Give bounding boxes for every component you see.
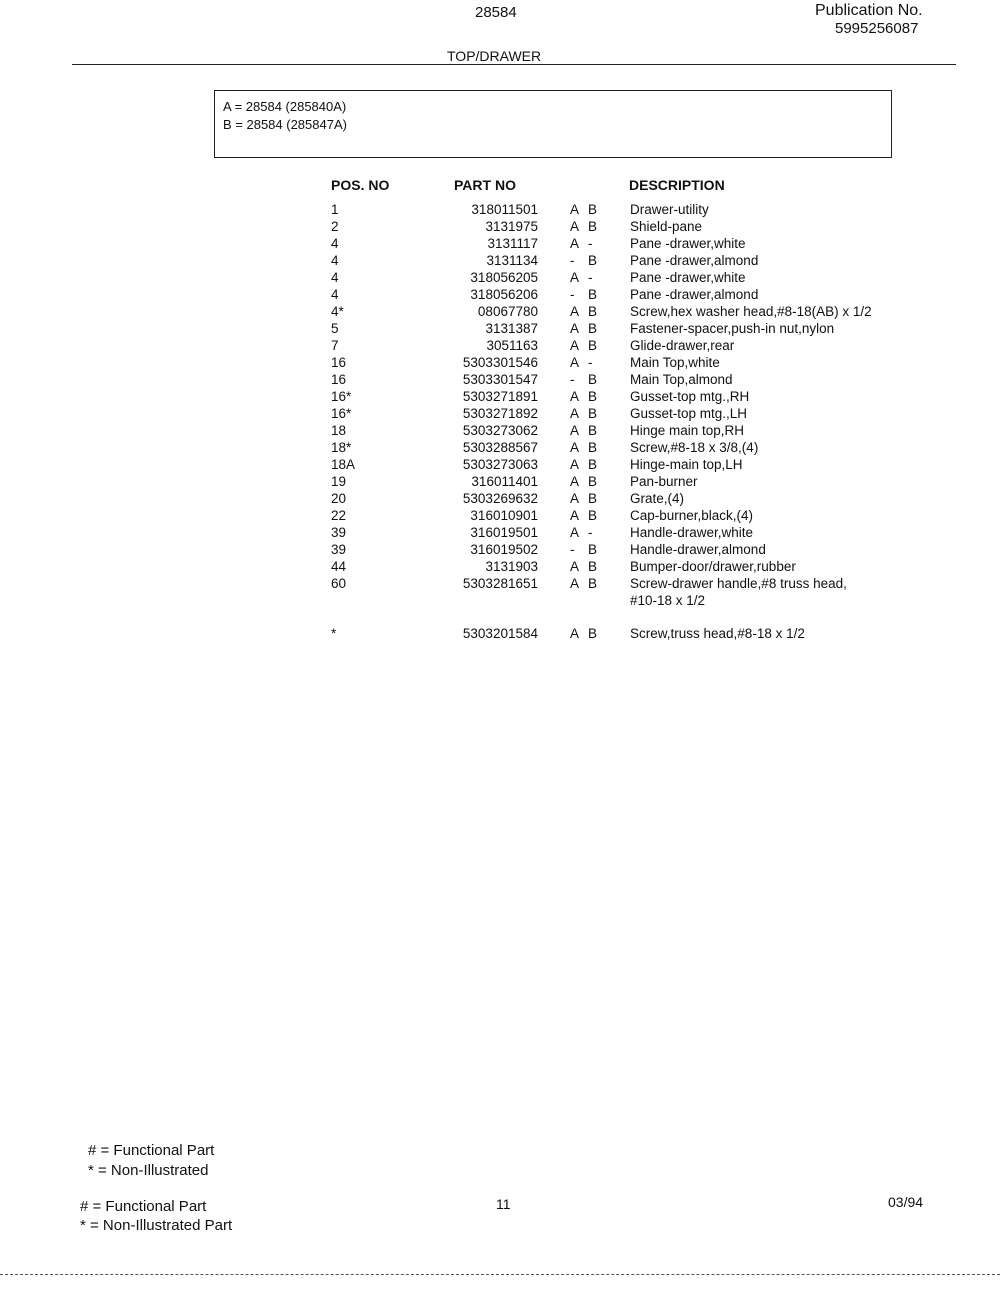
pos-number-cell: 20 [331, 491, 347, 506]
part-number-cell: 5303281651 [462, 576, 538, 591]
pos-number-cell: 7 [331, 338, 339, 353]
table-row [0, 440, 1000, 457]
description-cell: Main Top,white [630, 355, 720, 370]
description-cell: Cap-burner,black,(4) [630, 508, 754, 523]
model-number-header: 28584 [475, 4, 517, 21]
table-row [0, 508, 1000, 525]
table-row [0, 219, 1000, 236]
model-b-cell: B [588, 304, 598, 319]
description-cell: Screw,#8-18 x 3/8,(4) [630, 440, 759, 455]
description-cell: Hinge-main top,LH [630, 457, 743, 472]
publication-label: Publication No. [815, 2, 923, 19]
model-b-cell: B [588, 423, 598, 438]
table-row [0, 321, 1000, 338]
model-a-cell: A [570, 236, 580, 251]
model-a-cell: A [570, 389, 580, 404]
model-a-cell: A [570, 338, 580, 353]
part-number-cell: 3131387 [485, 321, 538, 336]
model-b-cell: - [588, 270, 593, 285]
column-header-pos: POS. NO [331, 177, 390, 193]
part-number-cell: 5303301547 [462, 372, 538, 387]
model-a-cell: A [570, 559, 580, 574]
model-b-cell: B [588, 440, 598, 455]
table-row [0, 304, 1000, 321]
description-cell: Glide-drawer,rear [630, 338, 735, 353]
table-row [0, 236, 1000, 253]
description-cell: Hinge main top,RH [630, 423, 745, 438]
model-a-cell: A [570, 626, 580, 641]
table-row [0, 576, 1000, 608]
model-b-cell: B [588, 219, 598, 234]
part-number-cell: 5303271892 [462, 406, 538, 421]
description-cell: Pane -drawer,almond [630, 253, 759, 268]
model-a-cell: - [570, 542, 575, 557]
pos-number-cell: 60 [331, 576, 347, 591]
pos-number-cell: 4 [331, 253, 339, 268]
table-row [0, 202, 1000, 219]
table-row [0, 474, 1000, 491]
model-a-cell: - [570, 287, 575, 302]
model-a-cell: - [570, 253, 575, 268]
model-b-cell: B [588, 457, 598, 472]
legend-line-a: A = 28584 (285840A) [223, 99, 347, 114]
pos-number-cell: 18 [331, 423, 347, 438]
part-number-cell: 3131975 [485, 219, 538, 234]
column-header-description: DESCRIPTION [629, 177, 725, 193]
pos-number-cell: 39 [331, 525, 347, 540]
model-b-cell: B [588, 626, 598, 641]
part-number-cell: 316019502 [470, 542, 538, 557]
pos-number-cell: 2 [331, 219, 339, 234]
table-row [0, 457, 1000, 474]
model-a-cell: A [570, 304, 580, 319]
model-a-cell: A [570, 576, 580, 591]
description-cell: Screw,truss head,#8-18 x 1/2 [630, 626, 805, 641]
model-a-cell: A [570, 525, 580, 540]
table-row [0, 389, 1000, 406]
model-a-cell: A [570, 202, 580, 217]
part-number-cell: 5303288567 [462, 440, 538, 455]
pos-number-cell: 19 [331, 474, 347, 489]
model-b-cell: B [588, 287, 598, 302]
model-b-cell: B [588, 474, 598, 489]
description-cell: Fastener-spacer,push-in nut,nylon [630, 321, 835, 336]
model-a-cell: - [570, 372, 575, 387]
pos-number-cell: 4 [331, 270, 339, 285]
model-b-cell: - [588, 525, 593, 540]
description-cell: Bumper-door/drawer,rubber [630, 559, 796, 574]
description-cell: Pan-burner [630, 474, 698, 489]
description-cell: Handle-drawer,almond [630, 542, 766, 557]
pos-number-cell: 5 [331, 321, 339, 336]
pos-number-cell: 39 [331, 542, 347, 557]
part-number-cell: 5303201584 [462, 626, 538, 641]
model-a-cell: A [570, 406, 580, 421]
model-a-cell: A [570, 270, 580, 285]
model-a-cell: A [570, 440, 580, 455]
model-legend-box [214, 90, 892, 158]
model-a-cell: A [570, 219, 580, 234]
footer-divider [0, 1274, 1000, 1275]
pos-number-cell: 18A [331, 457, 356, 472]
pos-number-cell: 4* [331, 304, 344, 319]
publication-date: 03/94 [888, 1194, 924, 1210]
pos-number-cell: 4 [331, 287, 339, 302]
table-row [0, 338, 1000, 355]
table-row [0, 253, 1000, 270]
model-b-cell: - [588, 236, 593, 251]
table-row [0, 423, 1000, 440]
pos-number-cell: * [331, 626, 337, 641]
part-number-cell: 5303269632 [462, 491, 538, 506]
description-cell: Gusset-top mtg.,LH [630, 406, 748, 421]
description-cell: Main Top,almond [630, 372, 733, 387]
model-b-cell: B [588, 559, 598, 574]
model-b-cell: - [588, 355, 593, 370]
table-row [0, 626, 1000, 643]
description-cell: Screw,hex washer head,#8-18(AB) x 1/2 [630, 304, 872, 319]
part-number-cell: 08067780 [477, 304, 538, 319]
model-a-cell: A [570, 491, 580, 506]
table-row [0, 491, 1000, 508]
description-cell: Gusset-top mtg.,RH [630, 389, 750, 404]
description-cell: Pane -drawer,almond [630, 287, 759, 302]
part-number-cell: 5303301546 [462, 355, 538, 370]
part-number-cell: 3131903 [485, 559, 538, 574]
footnote-functional: # = Functional Part [88, 1142, 215, 1159]
model-b-cell: B [588, 338, 598, 353]
column-header-part: PART NO [454, 177, 516, 193]
model-a-cell: A [570, 355, 580, 370]
model-a-cell: A [570, 423, 580, 438]
pos-number-cell: 22 [331, 508, 347, 523]
pos-number-cell: 44 [331, 559, 347, 574]
description-continuation-cell: #10-18 x 1/2 [630, 593, 706, 608]
model-b-cell: B [588, 253, 598, 268]
part-number-cell: 5303273063 [462, 457, 538, 472]
table-row [0, 542, 1000, 559]
pos-number-cell: 16 [331, 372, 347, 387]
pos-number-cell: 16* [331, 389, 352, 404]
legend-line-b: B = 28584 (285847A) [223, 117, 347, 132]
description-cell: Drawer-utility [630, 202, 709, 217]
table-row [0, 525, 1000, 542]
footnote-non-illustrated-lower: * = Non-Illustrated Part [80, 1217, 233, 1234]
description-cell: Screw-drawer handle,#8 truss head, [630, 576, 847, 591]
model-b-cell: B [588, 491, 598, 506]
pos-number-cell: 18* [331, 440, 352, 455]
model-b-cell: B [588, 406, 598, 421]
part-number-cell: 316019501 [470, 525, 538, 540]
footnote-non-illustrated: * = Non-Illustrated [88, 1162, 209, 1179]
description-cell: Pane -drawer,white [630, 236, 746, 251]
pos-number-cell: 1 [331, 202, 339, 217]
part-number-cell: 5303273062 [462, 423, 538, 438]
model-a-cell: A [570, 321, 580, 336]
part-number-cell: 318056206 [470, 287, 538, 302]
model-a-cell: A [570, 457, 580, 472]
pos-number-cell: 16 [331, 355, 347, 370]
pos-number-cell: 16* [331, 406, 352, 421]
model-b-cell: B [588, 202, 598, 217]
part-number-cell: 318056205 [470, 270, 538, 285]
footnote-functional-lower: # = Functional Part [80, 1198, 207, 1215]
pos-number-cell: 4 [331, 236, 339, 251]
page-number: 11 [496, 1196, 511, 1212]
table-row [0, 287, 1000, 304]
publication-number: 5995256087 [835, 20, 919, 37]
part-number-cell: 5303271891 [462, 389, 538, 404]
description-cell: Shield-pane [630, 219, 703, 234]
table-row [0, 355, 1000, 372]
model-a-cell: A [570, 508, 580, 523]
description-cell: Grate,(4) [630, 491, 685, 506]
model-b-cell: B [588, 389, 598, 404]
part-number-cell: 3131117 [487, 236, 538, 251]
table-row [0, 372, 1000, 389]
model-b-cell: B [588, 321, 598, 336]
model-a-cell: A [570, 474, 580, 489]
model-b-cell: B [588, 372, 598, 387]
part-number-cell: 318011501 [471, 202, 538, 217]
model-b-cell: B [588, 542, 598, 557]
table-row [0, 270, 1000, 287]
description-cell: Pane -drawer,white [630, 270, 746, 285]
table-row [0, 406, 1000, 423]
part-number-cell: 3131134 [486, 253, 538, 268]
part-number-cell: 3051163 [486, 338, 538, 353]
description-cell: Handle-drawer,white [630, 525, 754, 540]
model-b-cell: B [588, 508, 598, 523]
table-row [0, 559, 1000, 576]
header-divider [72, 64, 956, 65]
section-title: TOP/DRAWER [447, 48, 542, 64]
part-number-cell: 316011401 [471, 474, 538, 489]
part-number-cell: 316010901 [470, 508, 538, 523]
model-b-cell: B [588, 576, 598, 591]
